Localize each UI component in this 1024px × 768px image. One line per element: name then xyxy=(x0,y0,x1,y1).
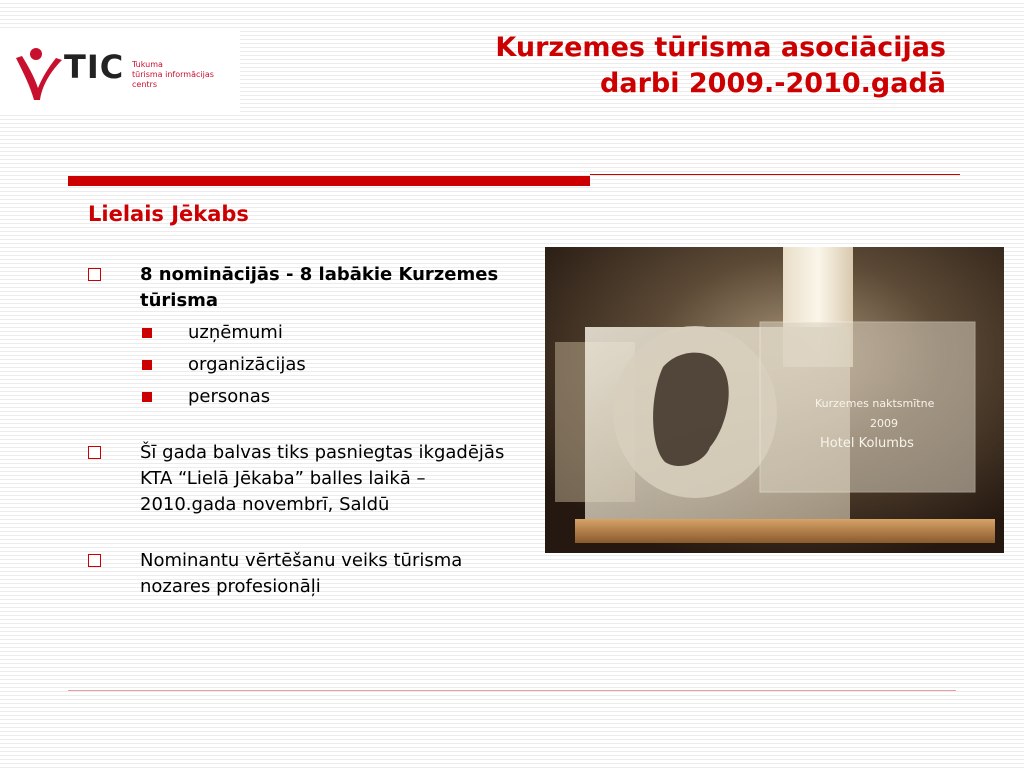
filled-square-bullet-icon xyxy=(142,392,152,402)
sub-bullet-item xyxy=(88,352,508,378)
tic-logo-icon xyxy=(10,40,66,104)
sub-bullet-text: personas xyxy=(188,386,271,407)
bullet-list xyxy=(88,262,508,600)
slide-subtitle: Lielais Jēkabs xyxy=(88,202,249,226)
wooden-base xyxy=(575,519,995,543)
bullet-item-nominations xyxy=(88,262,508,314)
award-text-line1: Kurzemes naktsmītne xyxy=(815,397,935,410)
logo-subtitle-line1: Tukuma xyxy=(132,60,163,69)
hollow-square-bullet-icon xyxy=(88,554,101,567)
hollow-square-bullet-icon xyxy=(88,268,101,281)
award-text-line3: Hotel Kolumbs xyxy=(820,436,914,451)
bullet-text: Šī gada balvas tiks pasniegtas ikgadējās KTA “Lielā Jēkaba” balles laikā – 2010.gada novembrī, Saldū xyxy=(140,442,505,515)
filled-square-bullet-icon xyxy=(142,328,152,338)
sub-bullet-text: uzņēmumi xyxy=(188,322,283,343)
bullet-text: 8 nominācijās - 8 labākie Kurzemes tūrisma xyxy=(140,264,499,311)
hollow-square-bullet-icon xyxy=(88,446,101,459)
award-text-line2: 2009 xyxy=(870,417,898,430)
logo xyxy=(0,30,240,114)
page-title xyxy=(495,30,946,102)
logo-text: TIC xyxy=(64,48,125,86)
title-divider-thin xyxy=(590,174,960,175)
bullet-text: Nominantu vērtēšanu veiks tūrisma nozares profesionāļi xyxy=(140,550,463,597)
sub-bullet-item xyxy=(88,384,508,410)
filled-square-bullet-icon xyxy=(142,360,152,370)
page-title-line1: Kurzemes tūrisma asociācijas xyxy=(495,32,946,63)
bullet-item-ceremony xyxy=(88,440,508,518)
footer-divider xyxy=(68,690,956,691)
logo-subtitle-line2: tūrisma informācijas centrs xyxy=(132,70,214,89)
logo-subtitle xyxy=(132,60,240,90)
title-divider xyxy=(68,176,590,186)
bullet-item-jury xyxy=(88,548,508,600)
award-photo xyxy=(545,247,1004,553)
sub-bullet-text: organizācijas xyxy=(188,354,306,375)
page-title-line2: darbi 2009.-2010.gadā xyxy=(600,68,946,99)
sub-bullet-item xyxy=(88,320,508,346)
